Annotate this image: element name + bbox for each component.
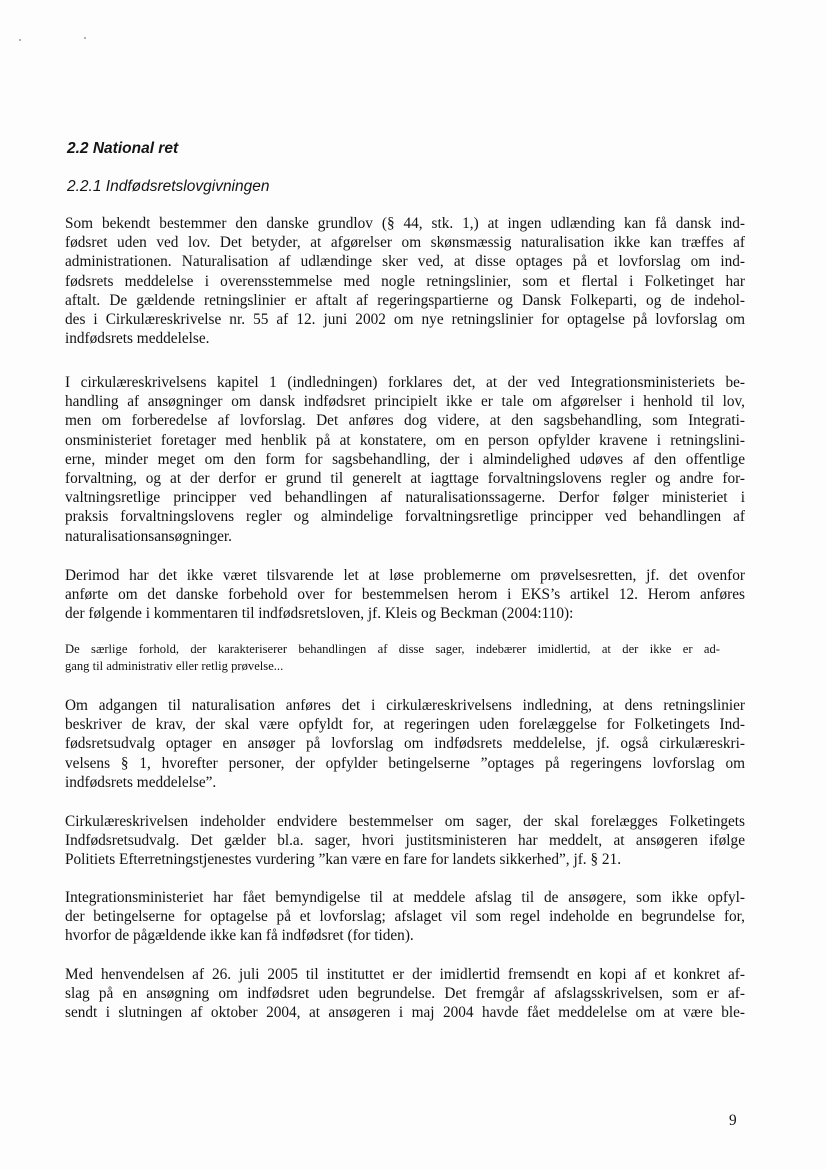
paragraph-6 bbox=[65, 888, 745, 946]
paragraph-7 bbox=[65, 965, 745, 1023]
text-line: indfødsrets meddelelse”. bbox=[65, 773, 217, 791]
text-line: administrationen. Naturalisation af udlændinge sker ved, at disse optages på et lovforslag om ind- bbox=[65, 253, 745, 271]
subsection-heading: 2.2.1 Indfødsretslovgivningen bbox=[67, 178, 270, 195]
section-heading: 2.2 National ret bbox=[67, 140, 179, 157]
text-line: Indfødsretsudvalg. Det gælder bl.a. sager, hvori justitsministeren har meddelt, at ansøgeren ifølge bbox=[65, 832, 745, 850]
paragraph-2 bbox=[65, 373, 745, 546]
text-line: Integrationsministeriet har fået bemyndigelse til at meddele afslag til de ansøgere, som ikke opfyl- bbox=[65, 889, 745, 906]
text-line: forvaltning, og at der derfor er grund til generelt at iagttage forvaltningslovens regler og andre for- bbox=[65, 470, 745, 488]
text-line: velsens § 1, hvorefter personer, der opfylder betingelserne ”optages på regeringens lovforslag om bbox=[65, 754, 745, 772]
text-line: der betingelserne for optagelse på et lovforslag; afslaget vil som regel indeholde en begrundelse for, bbox=[65, 908, 745, 926]
text-line: sendt i slutningen af oktober 2004, at ansøgeren i maj 2004 havde fået meddelelse om at være ble- bbox=[65, 1004, 745, 1022]
text-line: Cirkulæreskrivelsen indeholder endvidere bestemmelser om sager, der skal forelægges Folketingets bbox=[65, 813, 745, 830]
page-number: 9 bbox=[729, 1112, 737, 1129]
text-line: fødsret uden ved lov. Det betyder, at afgørelser om skønsmæssig naturalisation ikke kan træffes af bbox=[65, 234, 745, 252]
text-line: der følgende i kommentaren til indfødsretsloven, jf. Kleis og Beckman (2004:110): bbox=[65, 605, 574, 623]
text-line: Som bekendt bestemmer den danske grundlov (§ 44, stk. 1,) at ingen udlænding kan få dansk ind- bbox=[65, 215, 745, 232]
quote-line: De særlige forhold, der karakteriserer behandlingen af disse sager, indebærer imidlertid, at der ikke er ad- bbox=[65, 642, 720, 656]
quote-line: gang til administrativ eller retlig prøvelse... bbox=[65, 658, 284, 673]
text-line: naturalisationsansøgninger. bbox=[65, 527, 232, 545]
text-line: fødsretsudvalg optager en ansøger på lovforslag om indfødsrets meddelelse, jf. også cirkulæreskri- bbox=[65, 735, 745, 753]
paragraph-5 bbox=[65, 812, 745, 870]
scan-speck bbox=[84, 37, 86, 39]
text-line: indfødsrets meddelelse. bbox=[65, 330, 210, 348]
text-line: des i Cirkulæreskrivelse nr. 55 af 12. juni 2002 om nye retningslinier for optagelse på lovforslag om bbox=[65, 311, 745, 329]
text-line: anførte om det danske forbehold over for bestemmelsen herom i EKS’s artikel 12. Herom anføres bbox=[65, 586, 745, 604]
text-line: onsministeriet foretager med henblik på at konstatere, om en person opfylder kravene i retningslini- bbox=[65, 431, 745, 449]
block-quote bbox=[65, 641, 720, 675]
text-line: Politiets Efterretningstjenestes vurdering ”kan være en fare for landets sikkerhed”, jf. § 21. bbox=[65, 851, 622, 869]
text-line: praksis forvaltningslovens regler og almindelige forvaltningsretlige principper ved behandlingen af bbox=[65, 508, 745, 526]
text-line: fødsrets meddelelse i overensstemmelse med nogle retningslinier, som et flertal i Folketinget har bbox=[65, 272, 745, 290]
text-line: Med henvendelsen af 26. juli 2005 til instituttet er der imidlertid fremsendt en kopi af et konkret af- bbox=[65, 966, 745, 983]
text-line: Derimod har det ikke været tilsvarende let at løse problemerne om prøvelsesretten, jf. det ovenfor bbox=[65, 567, 745, 584]
paragraph-3 bbox=[65, 566, 745, 624]
text-line: slag på en ansøgning om indfødsret uden begrundelse. Det fremgår af afslagsskrivelsen, som er af- bbox=[65, 985, 745, 1003]
paragraph-1 bbox=[65, 214, 745, 348]
text-line: handling af ansøgninger om dansk indfødsret principielt ikke er tale om afgørelser i henhold til lov, bbox=[65, 393, 745, 411]
text-line: Om adgangen til naturalisation anføres det i cirkulæreskrivelsens indledning, at dens retningslinier bbox=[65, 697, 745, 714]
scan-speck bbox=[19, 39, 21, 41]
text-line: aftalt. De gældende retningslinier er aftalt af regeringspartierne og Dansk Folkeparti, og de indehol- bbox=[65, 291, 745, 309]
text-line: men om forberedelse af lovforslag. Det anføres dog videre, at den sagsbehandling, som Integrati- bbox=[65, 412, 745, 430]
text-line: valtningsretlige principper ved behandlingen af naturalisationssagerne. Derfor følger ministeriet i bbox=[65, 489, 745, 507]
text-line: I cirkulæreskrivelsens kapitel 1 (indledningen) forklares det, at der ved Integrationsministeriets be- bbox=[65, 374, 745, 391]
text-line: hvorfor de pågældende ikke kan få indfødsret (for tiden). bbox=[65, 927, 414, 945]
text-line: beskriver de krav, der skal være opfyldt for, at regeringen uden forelæggelse for Folketingets Ind- bbox=[65, 716, 745, 734]
paragraph-4 bbox=[65, 696, 745, 792]
text-line: erne, minder meget om den form for sagsbehandling, der i almindelighed udøves af den offentlige bbox=[65, 450, 745, 468]
